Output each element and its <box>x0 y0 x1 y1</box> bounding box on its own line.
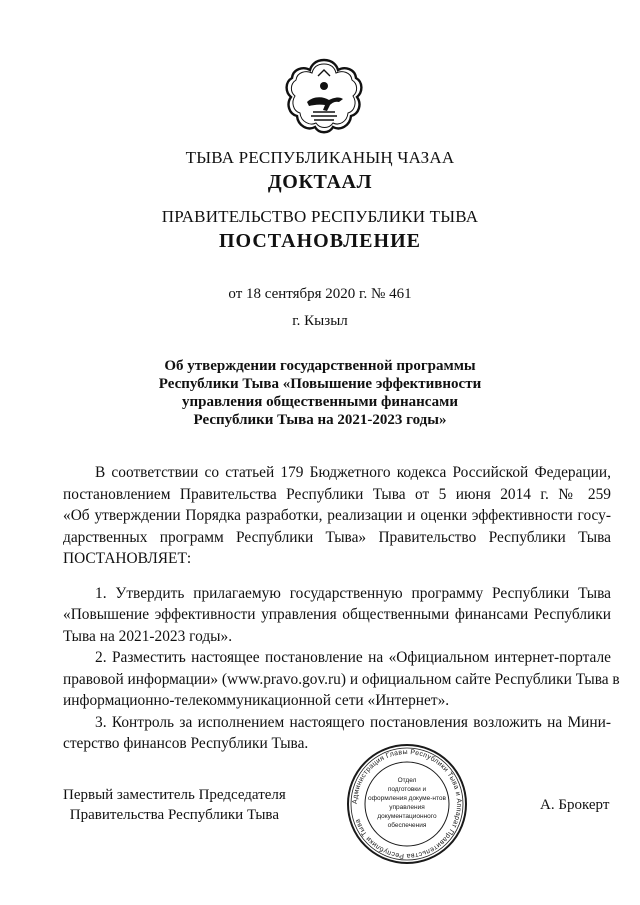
stamp-inner-line: документационного <box>377 813 437 820</box>
russian-document-type: ПОСТАНОВЛЕНИЕ <box>219 230 421 252</box>
stamp-inner-line: оформления докуме-нтов <box>368 795 446 802</box>
position-line: Правительства Республики Тыва <box>69 807 279 823</box>
text-line: постановлением Правительства Республики Тыва от 5 июня 2014 г. № 259 <box>63 485 611 503</box>
document-body <box>63 462 620 755</box>
text-line: информационно-телекоммуникационной сети «Интернет». <box>63 692 450 709</box>
russian-government-name: ПРАВИТЕЛЬСТВО РЕСПУБЛИКИ ТЫВА <box>161 207 479 226</box>
title-line: Республики Тыва на 2021-2023 годы» <box>193 412 447 428</box>
coat-of-arms-icon <box>283 56 365 136</box>
text-line: 3. Контроль за исполнением настоящего постановления возложить на Мини- <box>95 713 611 731</box>
signatory-position <box>63 785 286 825</box>
stamp-ring-text: Администрация Главы Республики Тыва и Аппарат Правительства Республики Тыва <box>351 748 463 860</box>
text-line: дарственных программ Республики Тыва» Правительство Республики Тыва <box>63 528 611 546</box>
text-line: ПОСТАНОВЛЯЕТ: <box>63 550 192 567</box>
title-line: управления общественными финансами <box>181 394 458 410</box>
item-3-paragraph <box>63 712 611 755</box>
text-line: 1. Утвердить прилагаемую государственную программу Республики Тыва <box>95 584 611 602</box>
text-line: В соответствии со статьей 179 Бюджетного кодекса Российской Федерации, <box>95 464 611 481</box>
stamp-inner-line: подготовки и <box>387 786 427 793</box>
text-line: «Повышение эффективности управления общественными финансами Республики <box>63 606 611 623</box>
stamp-inner-line: обеспечения <box>387 822 427 829</box>
text-line: Тыва на 2021-2023 годы». <box>63 627 233 645</box>
text-line: правовой информации» (www.pravo.gov.ru) и официальном сайте Республики Тыва в <box>63 670 620 688</box>
stamp-inner-line: Отдел <box>397 777 417 784</box>
text-line: стерство финансов Республики Тыва. <box>63 735 309 752</box>
signatory-name: А. Брокерт <box>540 797 610 813</box>
tuvan-document-type: ДОКТААЛ <box>267 171 373 193</box>
official-stamp-icon <box>345 742 469 866</box>
preamble-paragraph <box>63 462 611 570</box>
document-title <box>0 357 640 429</box>
stamp-inner-line: управления <box>389 804 425 811</box>
item-1-paragraph <box>63 583 611 648</box>
title-line: Республики Тыва «Повышение эффективности <box>158 376 482 392</box>
date-and-number: от 18 сентября 2020 г. № 461 <box>228 286 412 302</box>
text-line: 2. Разместить настоящее постановление на «Официальном интернет-портале <box>95 649 611 666</box>
text-line: «Об утверждении Порядка разработки, реализации и оценки эффективности госу- <box>63 507 611 524</box>
tuvan-government-name: ТЫВА РЕСПУБЛИКАНЫҢ ЧАЗАА <box>185 148 455 167</box>
title-line: Об утверждении государственной программы <box>164 358 476 374</box>
item-2-paragraph <box>63 647 620 712</box>
city: г. Кызыл <box>292 313 348 329</box>
position-line: Первый заместитель Председателя <box>63 787 286 803</box>
